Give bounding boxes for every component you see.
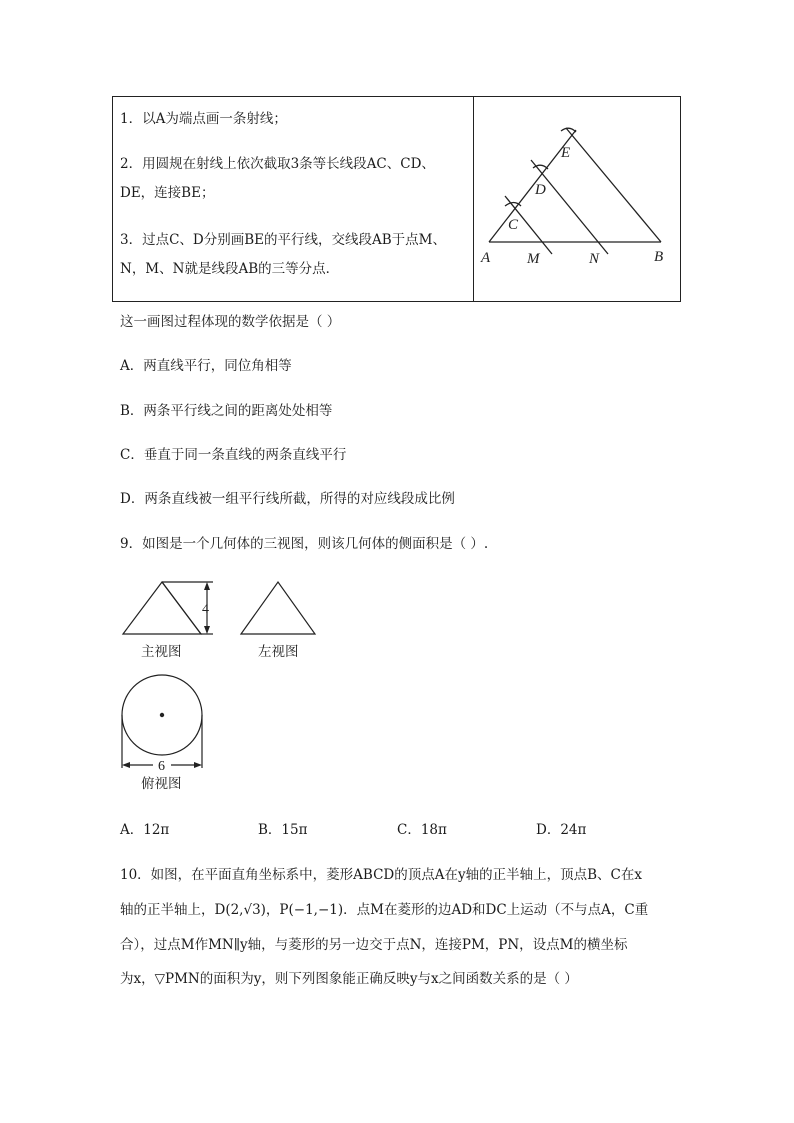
q9-option-d: D．24π (536, 822, 587, 838)
q8-option-c: C．垂直于同一条直线的两条直线平行 (120, 447, 347, 463)
label-m: M (527, 251, 540, 267)
front-view-caption: 主视图 (141, 644, 182, 660)
step-2-line-2: DE，连接BE； (120, 185, 215, 201)
height-arrow-top (204, 582, 210, 590)
front-view-triangle (123, 582, 201, 634)
height-label: 4 (202, 602, 209, 617)
height-arrow-bottom (204, 626, 210, 634)
q9-option-c: C．18π (397, 822, 447, 838)
label-n: N (589, 251, 600, 267)
front-view-slant (162, 582, 201, 634)
label-e: E (561, 145, 571, 161)
top-view-circle (122, 675, 202, 755)
step-3-line-2: N，M、N就是线段AB的三等分点． (120, 261, 340, 277)
q10-line-4: 为x，▽PMN的面积为y，则下列图象能正确反映y与x之间函数关系的是（ ） (120, 971, 578, 987)
left-view-caption: 左视图 (258, 644, 299, 660)
top-view-center-dot (160, 713, 164, 717)
diameter-label: 6 (158, 759, 165, 774)
label-b: B (654, 249, 664, 265)
q8-option-b: B．两条平行线之间的距离处处相等 (120, 403, 333, 419)
diameter-arrow-right (194, 762, 202, 768)
q9-stem: 9．如图是一个几何体的三视图，则该几何体的侧面积是（ ）. (120, 536, 489, 552)
q8-stem: 这一画图过程体现的数学依据是（ ） (120, 314, 341, 330)
top-view-caption: 俯视图 (141, 776, 182, 792)
box-divider (473, 97, 474, 301)
label-a: A (481, 250, 491, 266)
diameter-arrow-left (122, 762, 130, 768)
step-2-line-1: 2．用圆规在射线上依次截取3条等长线段AC、CD、 (120, 156, 435, 172)
q10-line-3: 合），过点M作MN∥y轴，与菱形的另一边交于点N，连接PM，PN，设点M的横坐标 (120, 937, 628, 953)
q8-option-a: A．两直线平行，同位角相等 (120, 358, 292, 374)
q9-option-b: B．15π (258, 822, 308, 838)
step-1: 1．以A为端点画一条射线； (120, 111, 287, 127)
label-d: D (535, 182, 546, 198)
step-3-line-1: 3．过点C、D分别画BE的平行线，交线段AB于点M、 (120, 232, 447, 248)
label-c: C (508, 217, 519, 233)
q8-option-d: D．两条直线被一组平行线所截，所得的对应线段成比例 (120, 491, 455, 507)
q10-line-2: 轴的正半轴上，D(2,√3)，P(−1,−1)．点M在菱形的边AD和DC上运动（不与点A，C重 (120, 902, 649, 918)
q10-line-1: 10．如图，在平面直角坐标系中，菱形ABCD的顶点A在y轴的正半轴上，顶点B、C在x (120, 867, 642, 883)
left-view-triangle (241, 582, 315, 634)
q9-option-a: A．12π (120, 822, 170, 838)
